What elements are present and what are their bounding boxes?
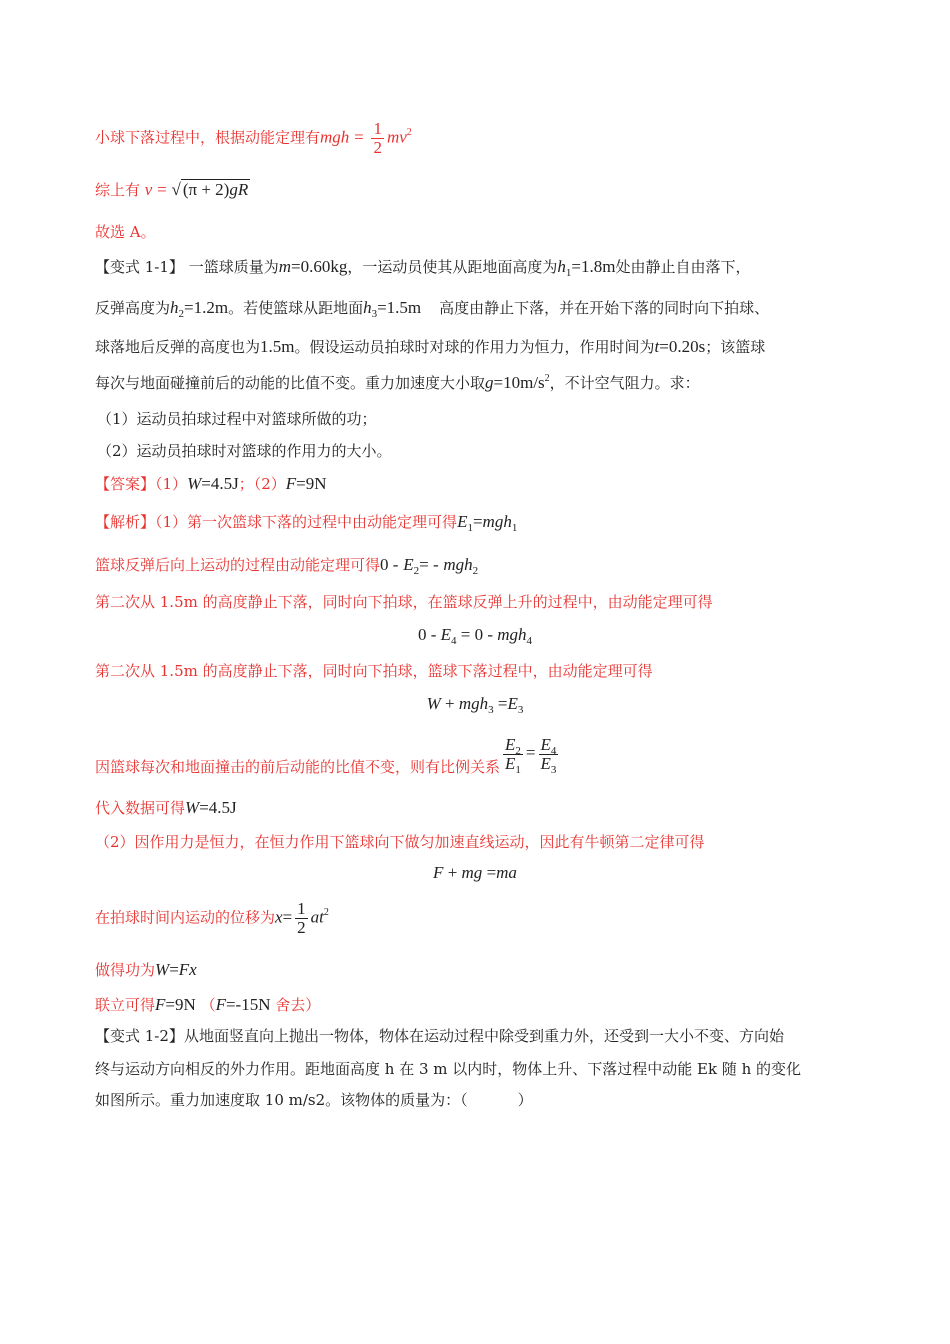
analysis-line8: 在拍球时间内运动的位移为x= $\frac{1}{2}$ $at^2$ [95,899,329,937]
fraction-one-half: $\frac{1}{2}$ [373,119,382,157]
choose-a-line: 故选 A。 [95,223,156,241]
variant-1-1-line2: 反弹高度为$h_2=1.2m$。若使篮球从距地面$h_3=1.5m$ 高度由静止下落，并在开始下落的同时向下拍球、 [95,298,770,320]
analysis-line2: 篮球反弹后向上运动的过程由动能定理可得$0 - E_2= - mgh_2$ [95,555,479,577]
equation-newton: F + mg =ma [433,863,517,882]
equation-e3: $W + mgh_3 =E_3$ [426,694,524,716]
fraction-e4-e3: $\frac{E_4}{E_3}$ [540,735,557,776]
analysis-line6: 代入数据可得W=4.5J [95,798,237,817]
analysis-line10: 联立可得F=9N （F=-15N 舍去） [95,995,321,1014]
variant-1-1-line1: 【变式 1-1】 一篮球质量为m=0.60kg，一运动员使其从距地面高度为$h_1=1.8m$处由静止自由落下， [95,257,751,279]
fraction-e2-e1: $\frac{E_2}{E_1}$ [505,735,521,776]
square-root-expression: √ (π + 2)gR [171,180,249,199]
variant-1-1-line3: 球落地后反弹的高度也为1.5m。假设运动员拍球时对球的作用力为恒力，作用时间为t=0.20s；该篮球 [95,337,766,356]
analysis-line4: 第二次从 1.5m 的高度静止下落，同时向下拍球，篮球下落过程中，由动能定理可得 [95,662,653,680]
solution-line-kinetic-energy: 小球下落过程中，根据动能定理有mgh = $\frac{1}{2}$ $mv^2$ [95,119,412,157]
solution-line-velocity: 综上有 v = √ (π + 2)gR [95,180,249,199]
equation-e4: $0 - E_4 = 0 - mgh_4$ [417,625,533,647]
question-2: （2）运动员拍球时对篮球的作用力的大小。 [97,442,392,460]
variant-1-2-line2: 终与运动方向相反的外力作用。距地面高度 h 在 3 m 以内时，物体上升、下落过程中动能 Ek 随 h 的变化 [95,1060,802,1078]
question-1: （1）运动员拍球过程中对篮球所做的功； [97,410,377,428]
analysis-line1: 【解析】（1）第一次篮球下落的过程中由动能定理可得$E_1=mgh_1$ [95,512,518,534]
variant-1-2-line1: 【变式 1-2】从地面竖直向上抛出一物体，物体在运动过程中除受到重力外，还受到一大小不变、方向始 [95,1027,784,1045]
analysis-line5: 因篮球每次和地面撞击的前后动能的比值不变，则有比例关系 $\frac{E_2}{E_1}$ = $\frac{E_4}{E_3}$ [95,735,557,777]
analysis-line3: 第二次从 1.5m 的高度静止下落，同时向下拍球，在篮球反弹上升的过程中，由动能定理可得 [95,593,713,611]
variant-1-1-line4: 每次与地面碰撞前后的动能的比值不变。重力加速度大小取$g=10m/s^2$，不计空气阻力。求： [95,373,700,392]
analysis-line9: 做得功为W=Fx [95,960,197,979]
answer-line: 【答案】（1）W=4.5J；（2）F=9N [95,474,327,493]
fraction-half-displacement: $\frac{1}{2}$ [297,899,306,937]
analysis-line7: （2）因作用力是恒力，在恒力作用下篮球向下做匀加速直线运动，因此有牛顿第二定律可得 [95,833,705,851]
variant-1-2-line3: 如图所示。重力加速度取 10 m/s2。该物体的质量为：（ ） [95,1091,533,1109]
